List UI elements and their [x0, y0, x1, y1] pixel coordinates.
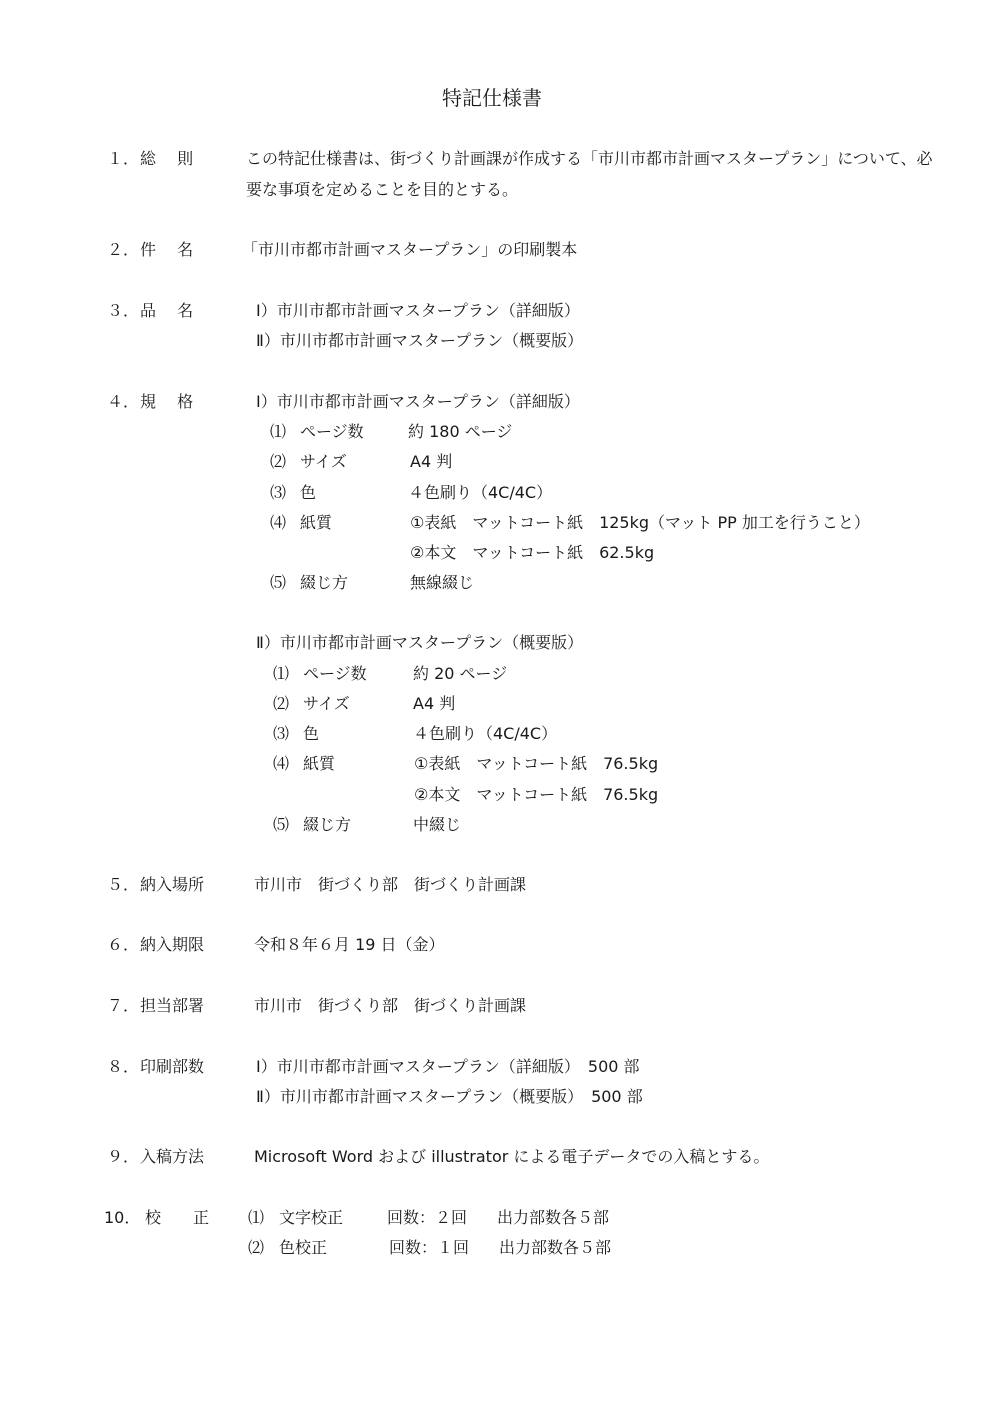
section-text: 要な事項を定めることを目的とする。	[246, 180, 519, 199]
section-label: 総 則	[140, 149, 194, 168]
proof-row-type: 文字校正	[279, 1208, 344, 1227]
proof-row-type: 色校正	[279, 1238, 328, 1257]
section-number: １．	[107, 149, 140, 168]
section-number: ４．	[107, 392, 140, 411]
spec-row-key: ページ数	[303, 664, 367, 683]
section-number: ３．	[107, 301, 140, 320]
proof-row-copies: 出力部数各５部	[497, 1208, 610, 1227]
proof-row-copies: 出力部数各５部	[499, 1238, 612, 1257]
proof-row-number: ⑴	[248, 1208, 265, 1227]
section-label: 件 名	[140, 240, 194, 259]
section-text: 市川市 街づくり部 街づくり計画課	[254, 875, 527, 894]
section-text: この特記仕様書は、街づくり計画課が作成する「市川市都市計画マスタープラン」について、必	[246, 149, 933, 168]
spec-row-number: ⑷	[273, 754, 290, 773]
section-label: 納入期限	[140, 935, 205, 954]
section-number: ２．	[107, 240, 140, 259]
section-number: ６．	[107, 935, 140, 954]
section-number: ５．	[107, 875, 140, 894]
spec-row-value: A4 判	[413, 694, 456, 713]
section-text: 「市川市都市計画マスタープラン」の印刷製本	[242, 240, 578, 259]
spec-row-number: ⑴	[270, 422, 287, 441]
spec-row-key: サイズ	[300, 452, 347, 471]
proof-row-number: ⑵	[248, 1238, 265, 1257]
spec-row-number: ⑵	[270, 452, 287, 471]
section-label: 担当部署	[140, 996, 205, 1015]
section-text: Ⅱ）市川市都市計画マスタープラン（概要版）	[256, 331, 584, 350]
section-label: 品 名	[140, 301, 194, 320]
spec-row-key: 色	[300, 483, 317, 502]
proof-row-count: 回数：１回	[389, 1238, 470, 1257]
spec-row-number: ⑵	[273, 694, 290, 713]
spec-row-number: ⑶	[273, 724, 290, 743]
spec-row-key: サイズ	[303, 694, 350, 713]
proof-row-count: 回数：２回	[387, 1208, 468, 1227]
spec-row-key: ページ数	[300, 422, 364, 441]
spec-row-value: ①表紙 マットコート紙 76.5kg	[414, 754, 659, 773]
spec-heading-detailed: Ⅰ）市川市都市計画マスタープラン（詳細版）	[256, 392, 580, 411]
document-title: 特記仕様書	[442, 86, 542, 110]
section-text: Microsoft Word および illustrator による電子データでの入稿とする。	[254, 1147, 770, 1166]
section-label: 納入場所	[140, 875, 205, 894]
spec-row-key: 紙質	[303, 754, 336, 773]
section-number: ７．	[107, 996, 140, 1015]
spec-row-number: ⑷	[270, 513, 287, 532]
section-label: 入稿方法	[140, 1147, 205, 1166]
spec-row-number: ⑴	[273, 664, 290, 683]
spec-row-value: ４色刷り（4C/4C）	[413, 724, 558, 743]
section-text: 市川市 街づくり部 街づくり計画課	[254, 996, 527, 1015]
spec-row-value: 約 20 ページ	[413, 664, 508, 683]
spec-row-value: 約 180 ページ	[408, 422, 513, 441]
section-label: 校 正	[145, 1208, 210, 1227]
spec-row-number: ⑸	[270, 573, 287, 592]
section-text: 令和８年６月 19 日（金）	[254, 935, 445, 954]
spec-row-number: ⑶	[270, 483, 287, 502]
spec-heading-summary: Ⅱ）市川市都市計画マスタープラン（概要版）	[256, 633, 584, 652]
section-label: 規 格	[140, 392, 194, 411]
spec-row-value: ①表紙 マットコート紙 125kg（マット PP 加工を行うこと）	[410, 513, 870, 532]
spec-row-value: ②本文 マットコート紙 76.5kg	[414, 785, 659, 804]
section-number: ９．	[107, 1147, 140, 1166]
spec-row-number: ⑸	[273, 815, 290, 834]
section-text: Ⅱ）市川市都市計画マスタープラン（概要版） 500 部	[256, 1087, 643, 1106]
spec-row-key: 紙質	[300, 513, 333, 532]
section-text: Ⅰ）市川市都市計画マスタープラン（詳細版）	[256, 301, 580, 320]
spec-row-value: ②本文 マットコート紙 62.5kg	[410, 543, 655, 562]
spec-row-key: 色	[303, 724, 320, 743]
spec-row-value: A4 判	[410, 452, 453, 471]
spec-row-key: 綴じ方	[303, 815, 352, 834]
section-number: ８．	[107, 1057, 140, 1076]
spec-row-value: ４色刷り（4C/4C）	[408, 483, 553, 502]
spec-row-value: 中綴じ	[413, 815, 462, 834]
section-number: 10．	[104, 1208, 141, 1227]
section-label: 印刷部数	[140, 1057, 205, 1076]
spec-row-value: 無線綴じ	[410, 573, 475, 592]
spec-row-key: 綴じ方	[300, 573, 349, 592]
section-text: Ⅰ）市川市都市計画マスタープラン（詳細版） 500 部	[256, 1057, 640, 1076]
